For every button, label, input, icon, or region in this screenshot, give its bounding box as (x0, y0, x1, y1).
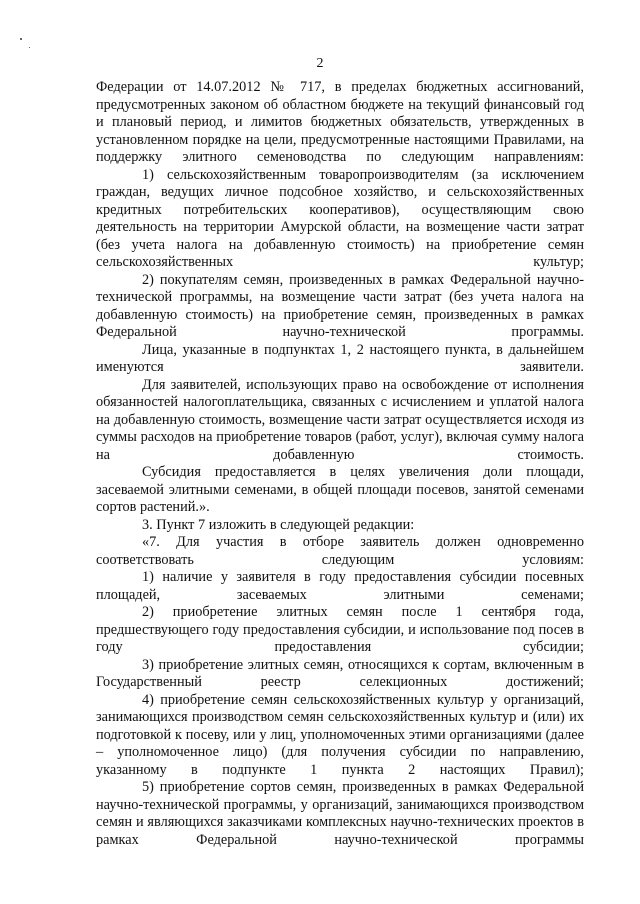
paragraph-subsidy-goal: Субсидия предоставляется в целях увеличения доли площади, засеваемой элитными семенами, в общей площади посевов, занятой семенами сортов растений.». (96, 464, 584, 515)
paragraph-condition-5: 5) приобретение сортов семян, произведенных в рамках Федеральной научно-технической программы, у организаций, занимающихся производством семян и являющихся заказчиками комплексных научно-технических проектов в рамках Федеральной научно-технической программы (96, 779, 584, 848)
paragraph-condition-4: 4) приобретение семян сельскохозяйственных культур у организаций, занимающихся производством семян сельскохозяйственных культур и (или) их подготовкой к посеву, или у лиц, уполномоченных этими организациями (далее – уполномоченное лицо) (для получения субсидии по направлению, указанному в подпункте 1 пункта 2 настоящих Правил); (96, 691, 584, 778)
paragraph-vat: Для заявителей, использующих право на освобождение от исполнения обязанностей налогоплательщика, связанных с исчислением и уплатой налога на добавленную стоимость, возмещение части затрат осуществляется исходя из суммы расходов на приобретение товаров (работ, услуг), включая сумму налога на добавленную стоимость. (96, 376, 584, 463)
paragraph-condition-1: 1) наличие у заявителя в году предоставления субсидии посевных площадей, засеваемых элитными семенами; (96, 569, 584, 603)
scan-speck (20, 38, 22, 40)
document-body (96, 79, 584, 849)
paragraph-condition-3: 3) приобретение элитных семян, относящихся к сортам, включенным в Государственный реестр селекционных достижений; (96, 656, 584, 690)
paragraph-intro: Федерации от 14.07.2012 № 717, в пределах бюджетных ассигнований, предусмотренных законом об областном бюджете на текущий финансовый год и плановый период, и лимитов бюджетных обязательств, утвержденных в установленном порядке на цели, предусмотренные настоящими Правилами, на поддержку элитного семеноводства по следующим направлениям: (96, 79, 584, 165)
scan-speck (29, 47, 30, 48)
paragraph-condition-2: 2) приобретение элитных семян после 1 сентября года, предшествующего году предоставления субсидии, и использование под посев в году предоставления субсидии; (96, 604, 584, 655)
paragraph-item-3: 3. Пункт 7 изложить в следующей редакции: (142, 516, 415, 533)
page-number: 2 (316, 56, 324, 71)
paragraph-item-7: «7. Для участия в отборе заявитель должен одновременно соответствовать следующим условиям: (96, 534, 584, 568)
paragraph-direction-2: 2) покупателям семян, произведенных в рамках Федеральной научно-технической программы, на возмещение части затрат (без учета налога на добавленную стоимость) на приобретение семян, произведенных в рамках Федеральной научно-технической программы. (96, 271, 584, 340)
paragraph-applicants: Лица, указанные в подпунктах 1, 2 настоящего пункта, в дальнейшем именуются заявители. (96, 341, 584, 375)
paragraph-direction-1: 1) сельскохозяйственным товаропроизводителям (за исключением граждан, ведущих личное подсобное хозяйство, и сельскохозяйственных кредитных потребительских кооперативов), осуществляющим свою деятельность на территории Амурской области, на возмещение части затрат (без учета налога на добавленную стоимость) на приобретение семян сельскохозяйственных культур; (96, 166, 584, 270)
